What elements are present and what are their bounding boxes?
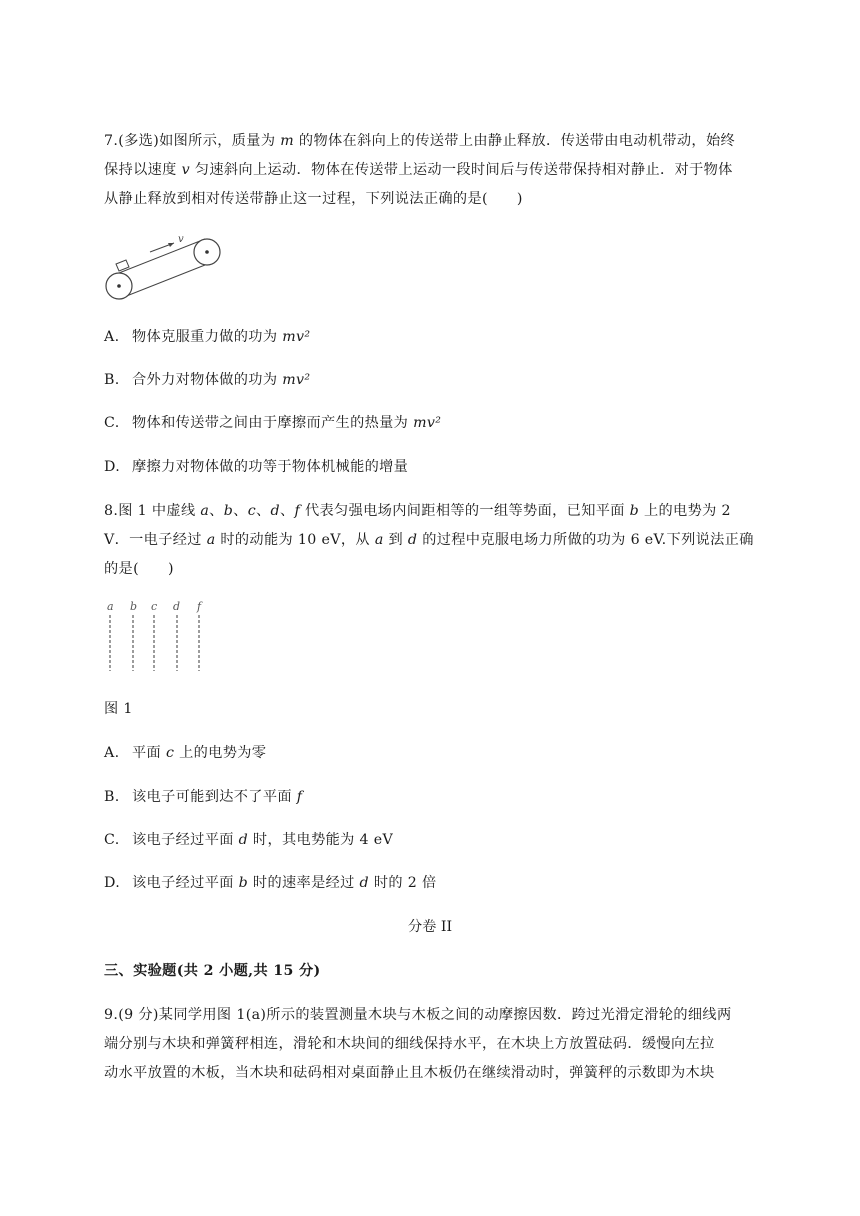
q7-line-1: 7.(多选)如图所示，质量为 m 的物体在斜向上的传送带上由静止释放．传送带由电动机带动，始终 [104,133,736,149]
plane-label-a: a [107,600,114,613]
var-m: m [280,133,295,149]
equipotential-figure [102,598,212,674]
q7-option-d: D. 摩擦力对物体做的功等于物体机械能的增量 [104,459,409,475]
q7-option-b: B. 合外力对物体做的功为 mv² [104,372,311,388]
q9-line-1: 9.(9 分)某同学用图 1(a)所示的装置测量木块与木板之间的动摩擦因数．跨过光滑定滑轮的细线两 [104,1007,732,1023]
plane-label-b: b [130,600,138,613]
section-heading: 三、实验题(共 2 小题,共 15 分) [104,963,321,979]
q8-option-b: B. 该电子可能到达不了平面 f [104,789,303,805]
part-title: 分卷 II [407,919,453,935]
q7-option-a: A. 物体克服重力做的功为 mv² [104,329,311,345]
q7-option-c: C. 物体和传送带之间由于摩擦而产生的热量为 mv² [104,415,442,431]
q9-line-2: 端分别与木块和弹簧秤相连，滑轮和木块间的细线保持水平，在木块上方放置砝码．缓慢向左拉 [104,1036,715,1052]
q7-line-2: 保持以速度 v 匀速斜向上运动．物体在传送带上运动一段时间后与传送带保持相对静止．对于物体 [104,162,733,178]
plane-label-c: c [151,600,158,613]
q8-option-a: A. 平面 c 上的电势为零 [104,745,267,761]
q8-option-c: C. 该电子经过平面 d 时，其电势能为 4 eV [104,832,394,848]
q8-line-1: 8.图 1 中虚线 a、b、c、d、f 代表匀强电场内间距相等的一组等势面，已知平面 b 上的电势为 2 [104,503,731,519]
q8-line-3: 的是( ) [104,561,174,577]
q9-line-3: 动水平放置的木板，当木块和砝码相对桌面静止且木板仍在继续滑动时，弹簧秤的示数即为木块 [104,1065,715,1081]
q8-line-2: V．一电子经过 a 时的动能为 10 eV，从 a 到 d 的过程中克服电场力所做的功为 6 eV.下列说法正确 [104,532,754,548]
q8-option-d: D. 该电子经过平面 b 时的速率是经过 d 时的 2 倍 [104,875,437,891]
q7-line-3: 从静止释放到相对传送带静止这一过程，下列说法正确的是( ) [104,191,523,207]
var-v: v [181,162,190,178]
plane-label-f: f [197,600,202,613]
plane-label-d: d [173,600,181,613]
conveyor-belt-figure [102,230,226,302]
figure-caption: 图 1 [104,701,133,717]
figure-label-v: v [178,234,184,245]
